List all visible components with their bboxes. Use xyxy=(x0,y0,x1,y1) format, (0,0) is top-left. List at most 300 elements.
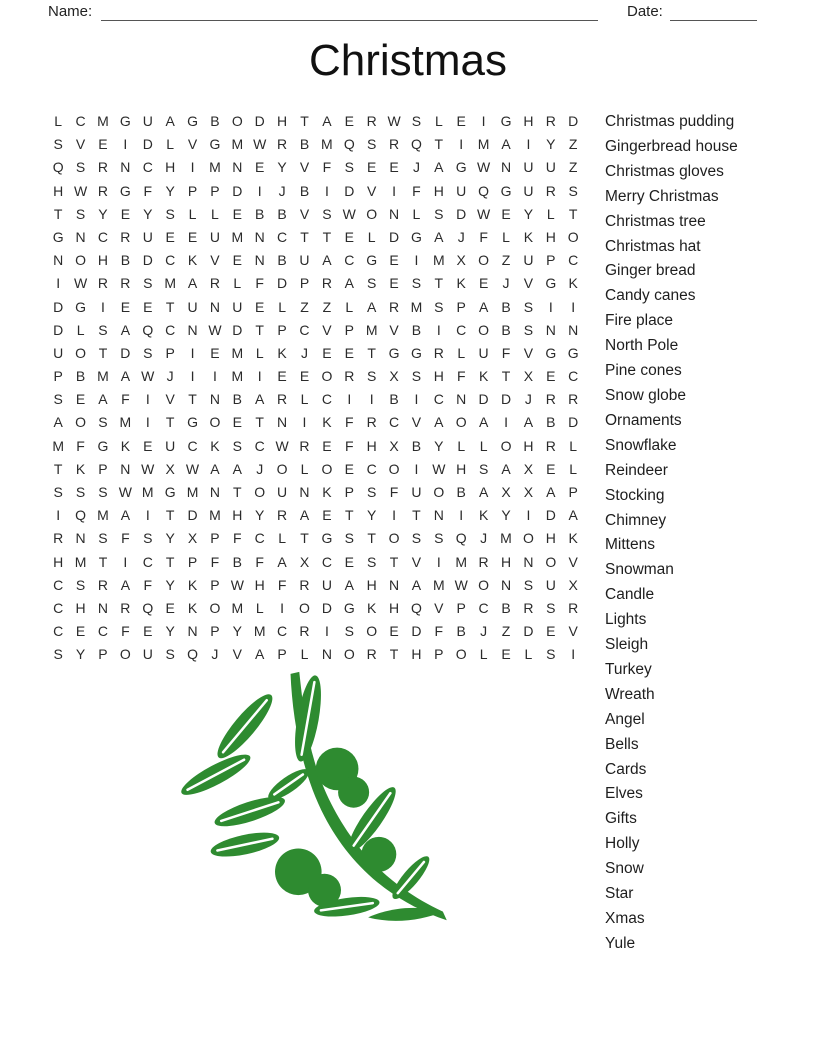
grid-letter: B xyxy=(299,136,310,153)
grid-row xyxy=(47,481,584,504)
grid-letter: K xyxy=(75,460,86,477)
grid-letter: A xyxy=(277,553,287,570)
grid-letter: T xyxy=(501,368,511,385)
grid-letter: P xyxy=(53,368,63,385)
grid-letter: M xyxy=(164,275,176,292)
grid-letter: Q xyxy=(411,136,422,153)
grid-letter: G xyxy=(366,252,378,269)
grid-letter: Y xyxy=(232,623,242,640)
grid-letter: S xyxy=(53,646,63,663)
grid-letter: J xyxy=(211,646,219,663)
grid-letter: F xyxy=(344,437,354,454)
grid-letter: R xyxy=(97,275,109,292)
grid-letter: P xyxy=(456,298,466,315)
grid-letter: A xyxy=(299,507,310,524)
word-list-item: Gifts xyxy=(605,810,637,828)
grid-letter: E xyxy=(299,368,310,385)
grid-letter: I xyxy=(414,460,419,477)
grid-letter: K xyxy=(210,437,220,454)
grid-letter: B xyxy=(232,553,242,570)
grid-letter: C xyxy=(142,553,153,570)
grid-letter: P xyxy=(568,484,578,500)
grid-letter: V xyxy=(322,321,332,338)
word-list-item: Mittens xyxy=(605,536,655,554)
grid-letter: K xyxy=(187,599,198,616)
grid-letter: Q xyxy=(187,646,198,663)
grid-row xyxy=(47,551,584,574)
grid-row xyxy=(47,272,584,295)
grid-letter: E xyxy=(366,159,377,176)
grid-letter: L xyxy=(300,460,309,477)
grid-letter: W xyxy=(208,321,222,338)
grid-letter: A xyxy=(120,321,131,338)
grid-letter: D xyxy=(344,182,355,199)
grid-letter: O xyxy=(209,599,221,616)
grid-row xyxy=(47,319,584,342)
grid-letter: M xyxy=(119,414,132,431)
grid-letter: L xyxy=(188,205,197,222)
grid-letter: U xyxy=(523,182,534,199)
grid-letter: I xyxy=(571,298,576,315)
grid-letter: Z xyxy=(501,252,511,269)
grid-letter: R xyxy=(478,553,489,570)
grid-letter: B xyxy=(501,321,511,338)
grid-letter: H xyxy=(523,437,534,454)
grid-letter: S xyxy=(366,484,377,500)
grid-letter: I xyxy=(56,275,61,292)
grid-letter: U xyxy=(142,228,153,245)
grid-letter: O xyxy=(75,414,87,431)
grid-letter: S xyxy=(523,298,534,315)
grid-letter: N xyxy=(321,646,332,663)
word-list-item: Angel xyxy=(605,710,645,728)
grid-letter: C xyxy=(568,368,579,385)
grid-letter: H xyxy=(165,159,176,176)
grid-letter: Z xyxy=(300,298,309,315)
grid-letter: L xyxy=(345,298,354,315)
grid-row xyxy=(47,156,584,179)
grid-letter: G xyxy=(545,275,557,292)
grid-letter: A xyxy=(478,298,489,315)
grid-row xyxy=(47,620,584,643)
grid-letter: K xyxy=(568,530,578,547)
olive-branch-illustration xyxy=(162,668,454,930)
grid-letter: D xyxy=(120,344,131,361)
word-list-item: Candy canes xyxy=(605,287,696,305)
grid-letter: P xyxy=(210,623,220,640)
grid-letter: F xyxy=(277,576,287,593)
grid-letter: B xyxy=(411,437,422,454)
grid-letter: I xyxy=(190,368,195,385)
grid-letter: S xyxy=(411,530,422,547)
grid-letter: C xyxy=(75,113,86,129)
grid-letter: R xyxy=(366,113,377,129)
grid-letter: M xyxy=(253,623,266,640)
grid-letter: M xyxy=(410,298,423,315)
grid-letter: R xyxy=(366,646,377,663)
grid-letter: A xyxy=(478,484,489,500)
grid-letter: S xyxy=(53,136,63,153)
grid-letter: Y xyxy=(143,205,153,222)
grid-row xyxy=(47,365,584,388)
grid-letter: W xyxy=(275,437,289,454)
grid-letter: S xyxy=(75,484,86,500)
grid-letter: O xyxy=(567,228,579,245)
grid-letter: R xyxy=(545,182,556,199)
grid-letter: C xyxy=(53,576,64,593)
grid-letter: M xyxy=(74,553,87,570)
grid-letter: I xyxy=(257,182,262,199)
grid-row xyxy=(47,342,584,365)
grid-letter: E xyxy=(344,228,354,245)
grid-letter: E xyxy=(546,623,556,640)
grid-letter: E xyxy=(98,136,108,153)
grid-letter: G xyxy=(75,298,87,315)
grid-letter: R xyxy=(545,113,556,129)
grid-letter: T xyxy=(165,298,175,315)
grid-letter: C xyxy=(321,553,332,570)
grid-letter: B xyxy=(255,205,265,222)
grid-letter: T xyxy=(434,136,444,153)
grid-letter: F xyxy=(389,484,399,500)
grid-letter: M xyxy=(455,553,468,570)
grid-letter: A xyxy=(165,113,175,129)
grid-letter: H xyxy=(523,113,534,129)
grid-letter: N xyxy=(75,228,86,245)
grid-letter: T xyxy=(255,414,264,431)
grid-letter: M xyxy=(209,507,221,524)
grid-letter: D xyxy=(568,113,579,129)
grid-letter: I xyxy=(414,252,419,269)
grid-letter: C xyxy=(142,159,153,176)
grid-letter: T xyxy=(568,205,578,222)
grid-letter: L xyxy=(479,437,488,454)
grid-letter: N xyxy=(120,460,131,477)
grid-letter: T xyxy=(434,275,444,292)
grid-letter: F xyxy=(434,623,444,640)
grid-letter: F xyxy=(143,576,153,593)
grid-letter: E xyxy=(255,159,265,176)
grid-letter: L xyxy=(166,136,175,153)
grid-letter: I xyxy=(392,182,396,199)
grid-letter: G xyxy=(97,437,109,454)
grid-letter: X xyxy=(501,484,511,500)
grid-letter: F xyxy=(322,159,332,176)
grid-letter: M xyxy=(97,368,109,385)
grid-letter: F xyxy=(121,623,130,640)
grid-letter: L xyxy=(367,228,376,245)
grid-letter: O xyxy=(75,252,87,269)
word-list-item: Xmas xyxy=(605,910,645,927)
grid-letter: H xyxy=(545,228,556,245)
grid-letter: Y xyxy=(255,507,265,524)
grid-letter: D xyxy=(545,507,556,524)
grid-letter: Q xyxy=(52,159,64,176)
grid-letter: H xyxy=(433,182,444,199)
grid-letter: B xyxy=(546,414,556,431)
grid-letter: M xyxy=(52,437,65,454)
grid-letter: Z xyxy=(568,159,578,176)
grid-letter: M xyxy=(141,484,154,500)
grid-letter: T xyxy=(367,344,376,361)
grid-letter: T xyxy=(389,553,399,570)
grid-letter: D xyxy=(568,414,579,431)
grid-letter: T xyxy=(300,228,309,245)
grid-letter: I xyxy=(459,507,464,524)
grid-letter: P xyxy=(344,484,354,500)
grid-letter: U xyxy=(299,252,310,269)
date-fill-in-line xyxy=(670,20,757,21)
grid-letter: A xyxy=(232,460,242,477)
grid-letter: I xyxy=(347,391,352,408)
grid-letter: M xyxy=(186,484,199,500)
branch-flourish xyxy=(368,908,443,921)
grid-letter: Z xyxy=(568,136,578,153)
grid-letter: U xyxy=(209,228,220,245)
grid-letter: E xyxy=(187,228,198,245)
grid-letter: S xyxy=(434,205,444,222)
word-search-grid xyxy=(47,110,584,667)
grid-row xyxy=(47,504,584,527)
grid-letter: R xyxy=(120,599,131,616)
grid-letter: O xyxy=(388,460,400,477)
grid-letter: K xyxy=(187,576,198,593)
olive-berry xyxy=(338,777,369,808)
grid-letter: O xyxy=(545,553,557,570)
grid-letter: Q xyxy=(411,599,422,616)
grid-letter: D xyxy=(456,205,467,222)
grid-letter: L xyxy=(434,113,443,129)
grid-letter: D xyxy=(277,275,288,292)
word-list-item: Christmas tree xyxy=(605,212,706,230)
grid-letter: E xyxy=(143,298,153,315)
grid-letter: L xyxy=(569,437,578,454)
grid-letter: B xyxy=(411,321,422,338)
grid-letter: M xyxy=(365,321,378,338)
grid-letter: S xyxy=(523,576,534,593)
grid-letter: C xyxy=(433,391,444,408)
olive-berry xyxy=(361,837,396,872)
grid-letter: M xyxy=(231,368,244,385)
grid-letter: N xyxy=(75,530,86,547)
grid-letter: B xyxy=(389,391,399,408)
grid-letter: W xyxy=(118,484,132,500)
grid-letter: J xyxy=(524,391,532,408)
page-header xyxy=(0,0,816,30)
grid-letter: S xyxy=(411,368,422,385)
grid-letter: A xyxy=(120,507,131,524)
grid-letter: A xyxy=(98,391,108,408)
grid-letter: I xyxy=(123,553,128,570)
grid-letter: S xyxy=(75,159,86,176)
grid-letter: I xyxy=(324,182,329,199)
grid-row xyxy=(47,388,584,411)
word-list xyxy=(605,110,738,957)
grid-letter: M xyxy=(231,228,244,245)
grid-letter: V xyxy=(187,136,198,153)
grid-letter: E xyxy=(389,159,399,176)
grid-letter: M xyxy=(433,252,445,269)
grid-letter: P xyxy=(546,252,556,269)
grid-letter: I xyxy=(526,507,531,524)
grid-letter: X xyxy=(299,553,310,570)
grid-letter: F xyxy=(143,182,153,199)
grid-letter: I xyxy=(548,298,553,315)
grid-letter: I xyxy=(257,368,262,385)
grid-letter: D xyxy=(523,623,534,640)
grid-row xyxy=(47,458,584,481)
grid-letter: V xyxy=(389,321,399,338)
grid-letter: V xyxy=(568,623,578,640)
grid-letter: K xyxy=(568,275,578,292)
grid-letter: F xyxy=(501,344,511,361)
grid-letter: A xyxy=(478,414,489,431)
grid-letter: H xyxy=(366,576,377,593)
grid-letter: T xyxy=(53,460,63,477)
grid-letter: T xyxy=(300,113,309,129)
grid-letter: V xyxy=(299,159,310,176)
grid-letter: Q xyxy=(455,530,467,547)
grid-letter: E xyxy=(344,344,354,361)
grid-letter: F xyxy=(233,530,242,547)
grid-letter: B xyxy=(120,252,131,269)
grid-letter: D xyxy=(254,113,265,129)
grid-letter: J xyxy=(480,623,488,640)
grid-letter: M xyxy=(209,159,221,176)
grid-letter: K xyxy=(366,599,377,616)
grid-letter: I xyxy=(145,391,150,408)
grid-letter: L xyxy=(300,646,309,663)
grid-letter: N xyxy=(97,599,109,616)
grid-letter: I xyxy=(280,599,285,616)
grid-letter: O xyxy=(455,646,467,663)
grid-letter: F xyxy=(479,228,488,245)
grid-letter: W xyxy=(454,576,468,593)
word-list-item: Reindeer xyxy=(605,461,668,479)
grid-letter: J xyxy=(256,460,264,477)
grid-letter: F xyxy=(121,391,130,408)
grid-letter: B xyxy=(210,113,220,129)
grid-letter: P xyxy=(210,576,220,593)
grid-letter: K xyxy=(187,252,198,269)
grid-letter: R xyxy=(299,576,310,593)
grid-letter: G xyxy=(455,159,467,176)
grid-letter: R xyxy=(277,391,288,408)
grid-letter: O xyxy=(366,205,378,222)
olive-berry xyxy=(308,874,341,907)
grid-letter: O xyxy=(276,460,288,477)
grid-letter: E xyxy=(165,228,175,245)
grid-letter: V xyxy=(568,553,578,570)
grid-row xyxy=(47,411,584,434)
grid-row xyxy=(47,249,584,272)
grid-letter: X xyxy=(568,576,578,593)
grid-row xyxy=(47,203,584,226)
grid-letter: T xyxy=(255,321,264,338)
grid-letter: E xyxy=(322,344,332,361)
grid-letter: R xyxy=(366,414,377,431)
grid-letter: X xyxy=(187,530,198,547)
grid-letter: A xyxy=(546,484,556,500)
grid-letter: R xyxy=(568,391,579,408)
grid-letter: F xyxy=(344,414,354,431)
grid-letter: T xyxy=(165,553,175,570)
grid-letter: T xyxy=(367,530,376,547)
grid-letter: R xyxy=(433,344,444,361)
grid-letter: G xyxy=(545,344,557,361)
grid-letter: H xyxy=(277,113,288,129)
grid-letter: U xyxy=(277,484,288,500)
grid-letter: P xyxy=(277,321,287,338)
grid-letter: G xyxy=(187,414,198,431)
grid-letter: G xyxy=(119,113,131,129)
grid-letter: A xyxy=(187,275,198,292)
grid-letter: P xyxy=(210,182,220,199)
grid-letter: I xyxy=(145,507,150,524)
word-list-item: Gingerbread house xyxy=(605,137,738,155)
grid-letter: V xyxy=(210,252,220,269)
name-fill-in-line xyxy=(101,20,598,21)
grid-row xyxy=(47,643,584,666)
grid-letter: K xyxy=(322,414,332,431)
grid-letter: R xyxy=(545,391,556,408)
word-list-item: Ginger bread xyxy=(605,262,696,280)
word-list-item: Candle xyxy=(605,586,655,604)
grid-letter: X xyxy=(523,484,534,500)
grid-letter: W xyxy=(432,460,446,477)
word-list-item: Chimney xyxy=(605,511,667,529)
grid-letter: F xyxy=(210,553,220,570)
grid-letter: L xyxy=(278,298,286,315)
grid-letter: O xyxy=(433,484,445,500)
grid-letter: S xyxy=(75,576,86,593)
grid-letter: O xyxy=(209,414,221,431)
grid-letter: E xyxy=(75,391,86,408)
grid-letter: P xyxy=(187,553,198,570)
grid-letter: O xyxy=(343,646,355,663)
grid-letter: O xyxy=(455,414,467,431)
grid-letter: I xyxy=(101,298,105,315)
grid-letter: S xyxy=(344,159,354,176)
grid-letter: L xyxy=(54,113,63,129)
grid-letter: E xyxy=(501,646,511,663)
grid-letter: V xyxy=(232,646,242,663)
grid-letter: K xyxy=(456,275,466,292)
grid-row xyxy=(47,110,584,133)
grid-letter: L xyxy=(569,460,578,477)
grid-letter: Q xyxy=(142,599,154,616)
grid-letter: E xyxy=(120,298,131,315)
grid-row xyxy=(47,133,584,156)
grid-letter: X xyxy=(389,368,399,385)
grid-letter: N xyxy=(53,252,64,269)
grid-letter: S xyxy=(411,275,422,292)
word-list-item: Elves xyxy=(605,785,643,803)
grid-letter: E xyxy=(389,252,399,269)
grid-letter: H xyxy=(53,553,64,570)
grid-letter: E xyxy=(389,623,399,640)
grid-letter: U xyxy=(165,437,176,454)
grid-row xyxy=(47,435,584,458)
grid-letter: P xyxy=(277,646,287,663)
grid-letter: S xyxy=(546,646,556,663)
grid-letter: G xyxy=(500,113,512,129)
grid-letter: J xyxy=(412,159,420,176)
grid-letter: H xyxy=(388,599,400,616)
grid-letter: S xyxy=(344,623,354,640)
grid-letter: O xyxy=(478,321,490,338)
grid-letter: F xyxy=(255,275,264,292)
